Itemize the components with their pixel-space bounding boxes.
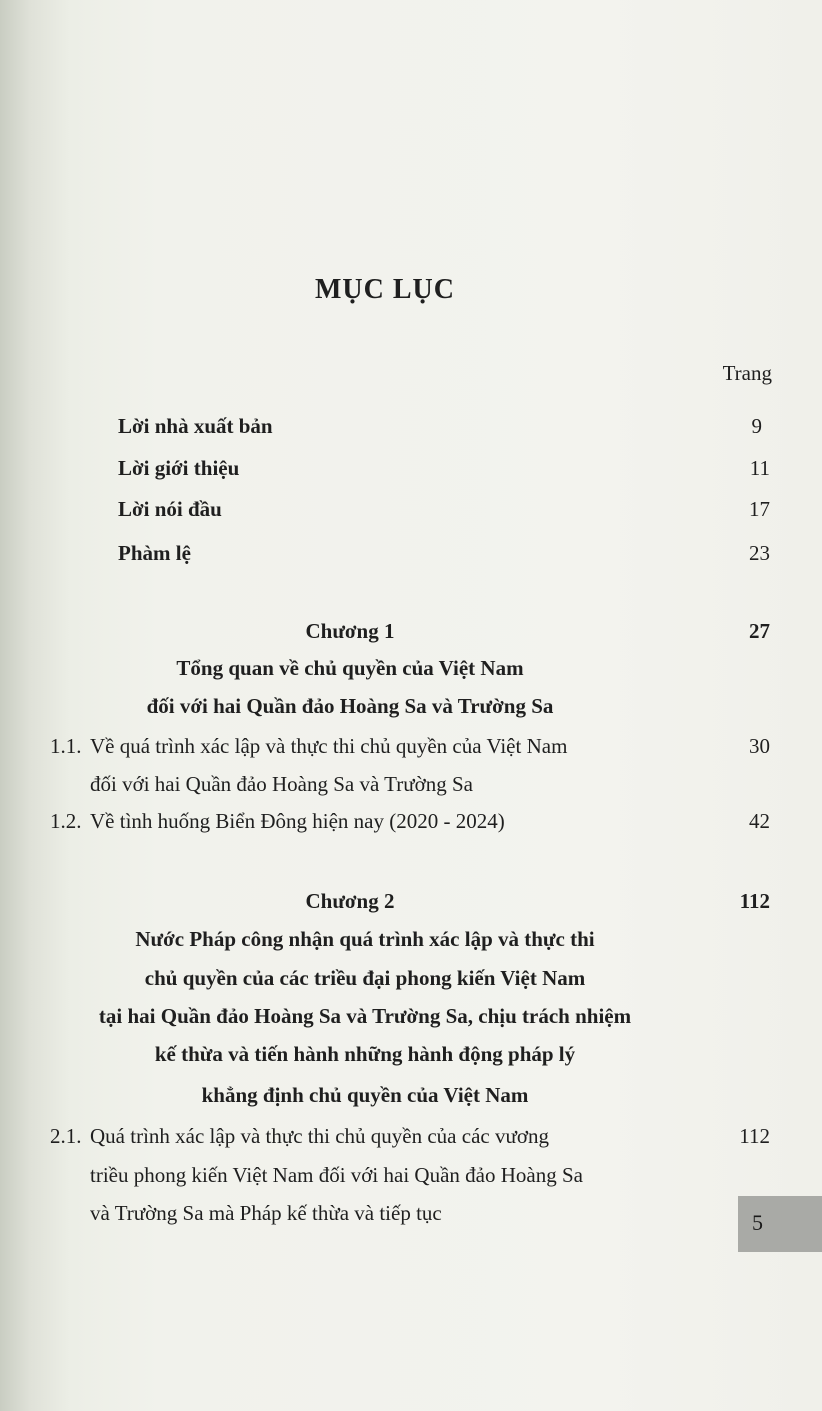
page-number-tab (738, 1196, 822, 1252)
toc-entry-label: Lời nhà xuất bản (118, 414, 273, 438)
page-title: MỤC LỤC (315, 274, 455, 305)
chapter-title-line: chủ quyền của các triều đại phong kiến Việt Nam (144, 966, 586, 990)
section-line: đối với hai Quần đảo Hoàng Sa và Trường Sa (90, 772, 473, 796)
section-line: triều phong kiến Việt Nam đối với hai Quần đảo Hoàng Sa (90, 1163, 583, 1187)
section-page: 112 (739, 1124, 770, 1148)
section-line: Về tình huống Biển Đông hiện nay (2020 - 2024) (90, 809, 505, 833)
chapter-title-line: đối với hai Quần đảo Hoàng Sa và Trường Sa (146, 694, 554, 718)
chapter-title-line: khẳng định chủ quyền của Việt Nam (201, 1083, 529, 1107)
toc-entry-label: Phàm lệ (118, 541, 191, 565)
section-page: 30 (749, 734, 770, 758)
chapter-title-line: tại hai Quần đảo Hoàng Sa và Trường Sa, chịu trách nhiệm (98, 1004, 632, 1028)
toc-entry-page: 23 (749, 541, 770, 565)
toc-entry-label: Lời giới thiệu (118, 456, 240, 480)
page-number: 5 (752, 1210, 763, 1235)
chapter-title-line: Nước Pháp công nhận quá trình xác lập và thực thi (135, 927, 595, 951)
section-line: Quá trình xác lập và thực thi chủ quyền của các vương (90, 1124, 549, 1148)
section-line: Về quá trình xác lập và thực thi chủ quyền của Việt Nam (90, 734, 568, 758)
toc-entry-page: 11 (749, 456, 770, 480)
chapter-page: 112 (739, 889, 770, 913)
chapter-title-line: kế thừa và tiến hành những hành động pháp lý (154, 1042, 576, 1066)
section-number: 2.1. (50, 1124, 82, 1148)
chapter-page: 27 (749, 619, 770, 643)
toc-entry-page: 9 (751, 414, 762, 438)
toc-entry-page: 17 (749, 497, 770, 521)
chapter-label: Chương 1 (305, 619, 395, 643)
section-line: và Trường Sa mà Pháp kế thừa và tiếp tục (90, 1201, 442, 1225)
section-page: 42 (749, 809, 770, 833)
chapter-label: Chương 2 (305, 889, 395, 913)
toc-entry-label: Lời nói đầu (118, 497, 222, 521)
chapter-title-line: Tổng quan về chủ quyền của Việt Nam (176, 656, 524, 680)
page-column-header: Trang (722, 361, 772, 385)
section-number: 1.1. (50, 734, 82, 758)
section-number: 1.2. (50, 809, 82, 833)
